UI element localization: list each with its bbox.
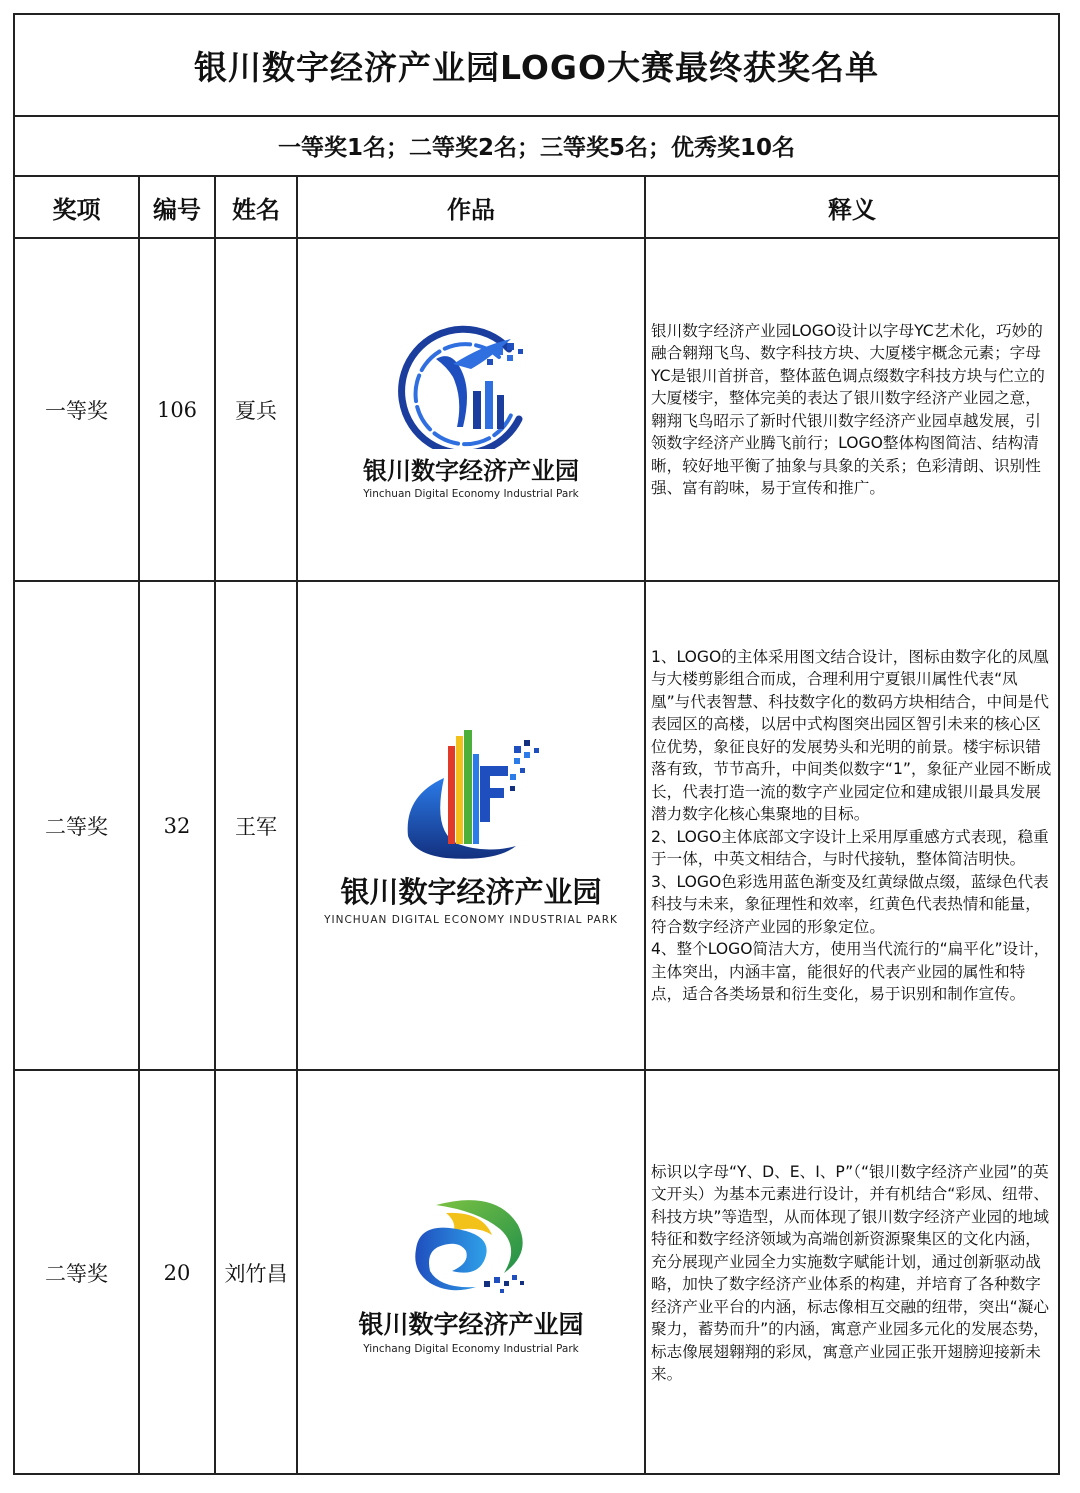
work-cell [297,1070,645,1475]
description-paragraph: 标识以字母“Y、D、E、I、P”（“银川数字经济产业园”的英文开头）为基本元素进行设计，并有机结合“彩凤、纽带、科技方块”等造型，从而体现了银川数字经济产业园的地域特征和数字经济领域为高端创新资源聚集区的文化内涵，充分展现产业园全力实施数字赋能计划，通过创新驱动战略，加快了数字经济产业体系的构建，并培育了各种数字经济产业平台的内涵，标志像相互交融的纽带，突出“凝心聚力，蓄势而升”的内涵，寓意产业园多元化的发展态势，标志像展翅翱翔的彩凤，寓意产业园正张开翅膀迎接新未来。 [651,1162,1049,1383]
phoenix-building-logo-icon [386,726,556,866]
work-cell [297,581,645,1070]
award-cell: 二等奖 [15,581,139,1070]
header-number: 编号 [139,176,215,238]
header-name: 姓名 [215,176,297,238]
table-row [15,238,1058,581]
award-sheet [13,13,1060,1475]
description-paragraph: 银川数字经济产业园LOGO设计以字母YC艺术化，巧妙的融合翱翔飞鸟、数字科技方块、大厦楼宇概念元素；字母YC是银川首拼音，整体蓝色调点缀数字科技方块与伫立的大厦楼宇，整体完美的表达了银川数字经济产业园之意，翱翔飞鸟昭示了新时代银川数字经济产业园卓越发展，引领数字经济产业腾飞前行；LOGO整体构图简洁、结构清晰，较好地平衡了抽象与具象的关系；色彩清朗、识别性强、富有韵味，易于宣传和推广。 [651,321,1045,497]
logo-cn-text: 银川数字经济产业园 [358,1310,584,1339]
header-description: 释义 [645,176,1058,238]
logo-cn-text: 银川数字经济产业园 [363,457,579,485]
description-paragraph: 1、LOGO的主体采用图文结合设计，图标由数字化的凤凰与大楼剪影组合而成，合理利用宁夏银川属性代表“凤凰”与代表智慧、科技数字化的数码方块相结合，中间是代表园区的高楼，以居中式构图突出园区智引未来的核心区位优势，象征良好的发展势头和光明的前景。楼宇标识错落有致，节节高升，中间类似数字“1”，象征产业园不断成长，代表打造一流的数字产业园定位和建成银川最具发展潜力数字化核心集聚地的目标。 [651,647,1052,823]
description-cell [645,581,1058,1070]
ribbon-phoenix-logo-icon [396,1191,546,1301]
page-subtitle: 一等奖1名；二等奖2名；三等奖5名；优秀奖10名 [15,115,1058,177]
page-title: 银川数字经济产业园LOGO大赛最终获奖名单 [15,15,1058,117]
logo-en-text: Yinchang Digital Economy Industrial Park [363,1343,579,1355]
table-row [15,581,1058,1070]
yc-bird-logo-icon [391,319,551,449]
logo-phoenix [298,726,644,926]
name-cell: 夏兵 [215,238,297,581]
name-cell: 刘竹昌 [215,1070,297,1475]
description-paragraph: 4、整个LOGO简洁大方，使用当代流行的“扁平化”设计，主体突出，内涵丰富，能很好的代表产业园的属性和特点，适合各类场景和衍生变化，易于识别和制作宣传。 [651,940,1050,1003]
name-cell: 王军 [215,581,297,1070]
table-row [15,1070,1058,1475]
work-cell [297,238,645,581]
description-paragraph: 3、LOGO色彩选用蓝色渐变及红黄绿做点缀，蓝绿色代表科技与未来，象征理性和效率，红黄色代表热情和能量，符合数字经济产业园的形象定位。 [651,872,1049,936]
logo-yc [298,319,644,500]
description-cell [645,238,1058,581]
award-table [15,175,1058,1475]
number-cell: 20 [139,1070,215,1475]
table-header-row [15,176,1058,238]
award-cell: 一等奖 [15,238,139,581]
description-cell [645,1070,1058,1475]
header-work: 作品 [297,176,645,238]
description-paragraph: 2、LOGO主体底部文字设计上采用厚重感方式表现，稳重于一体，中英文相结合，与时代接轨，整体简洁明快。 [651,827,1049,868]
number-cell: 32 [139,581,215,1070]
logo-en-text: Yinchuan Digital Economy Industrial Park [363,488,579,500]
header-award: 奖项 [15,176,139,238]
logo-ribbon [298,1191,644,1355]
number-cell: 106 [139,238,215,581]
logo-cn-text: 银川数字经济产业园 [340,874,602,909]
award-cell: 二等奖 [15,1070,139,1475]
logo-en-text: YINCHUAN DIGITAL ECONOMY INDUSTRIAL PARK [324,913,618,926]
